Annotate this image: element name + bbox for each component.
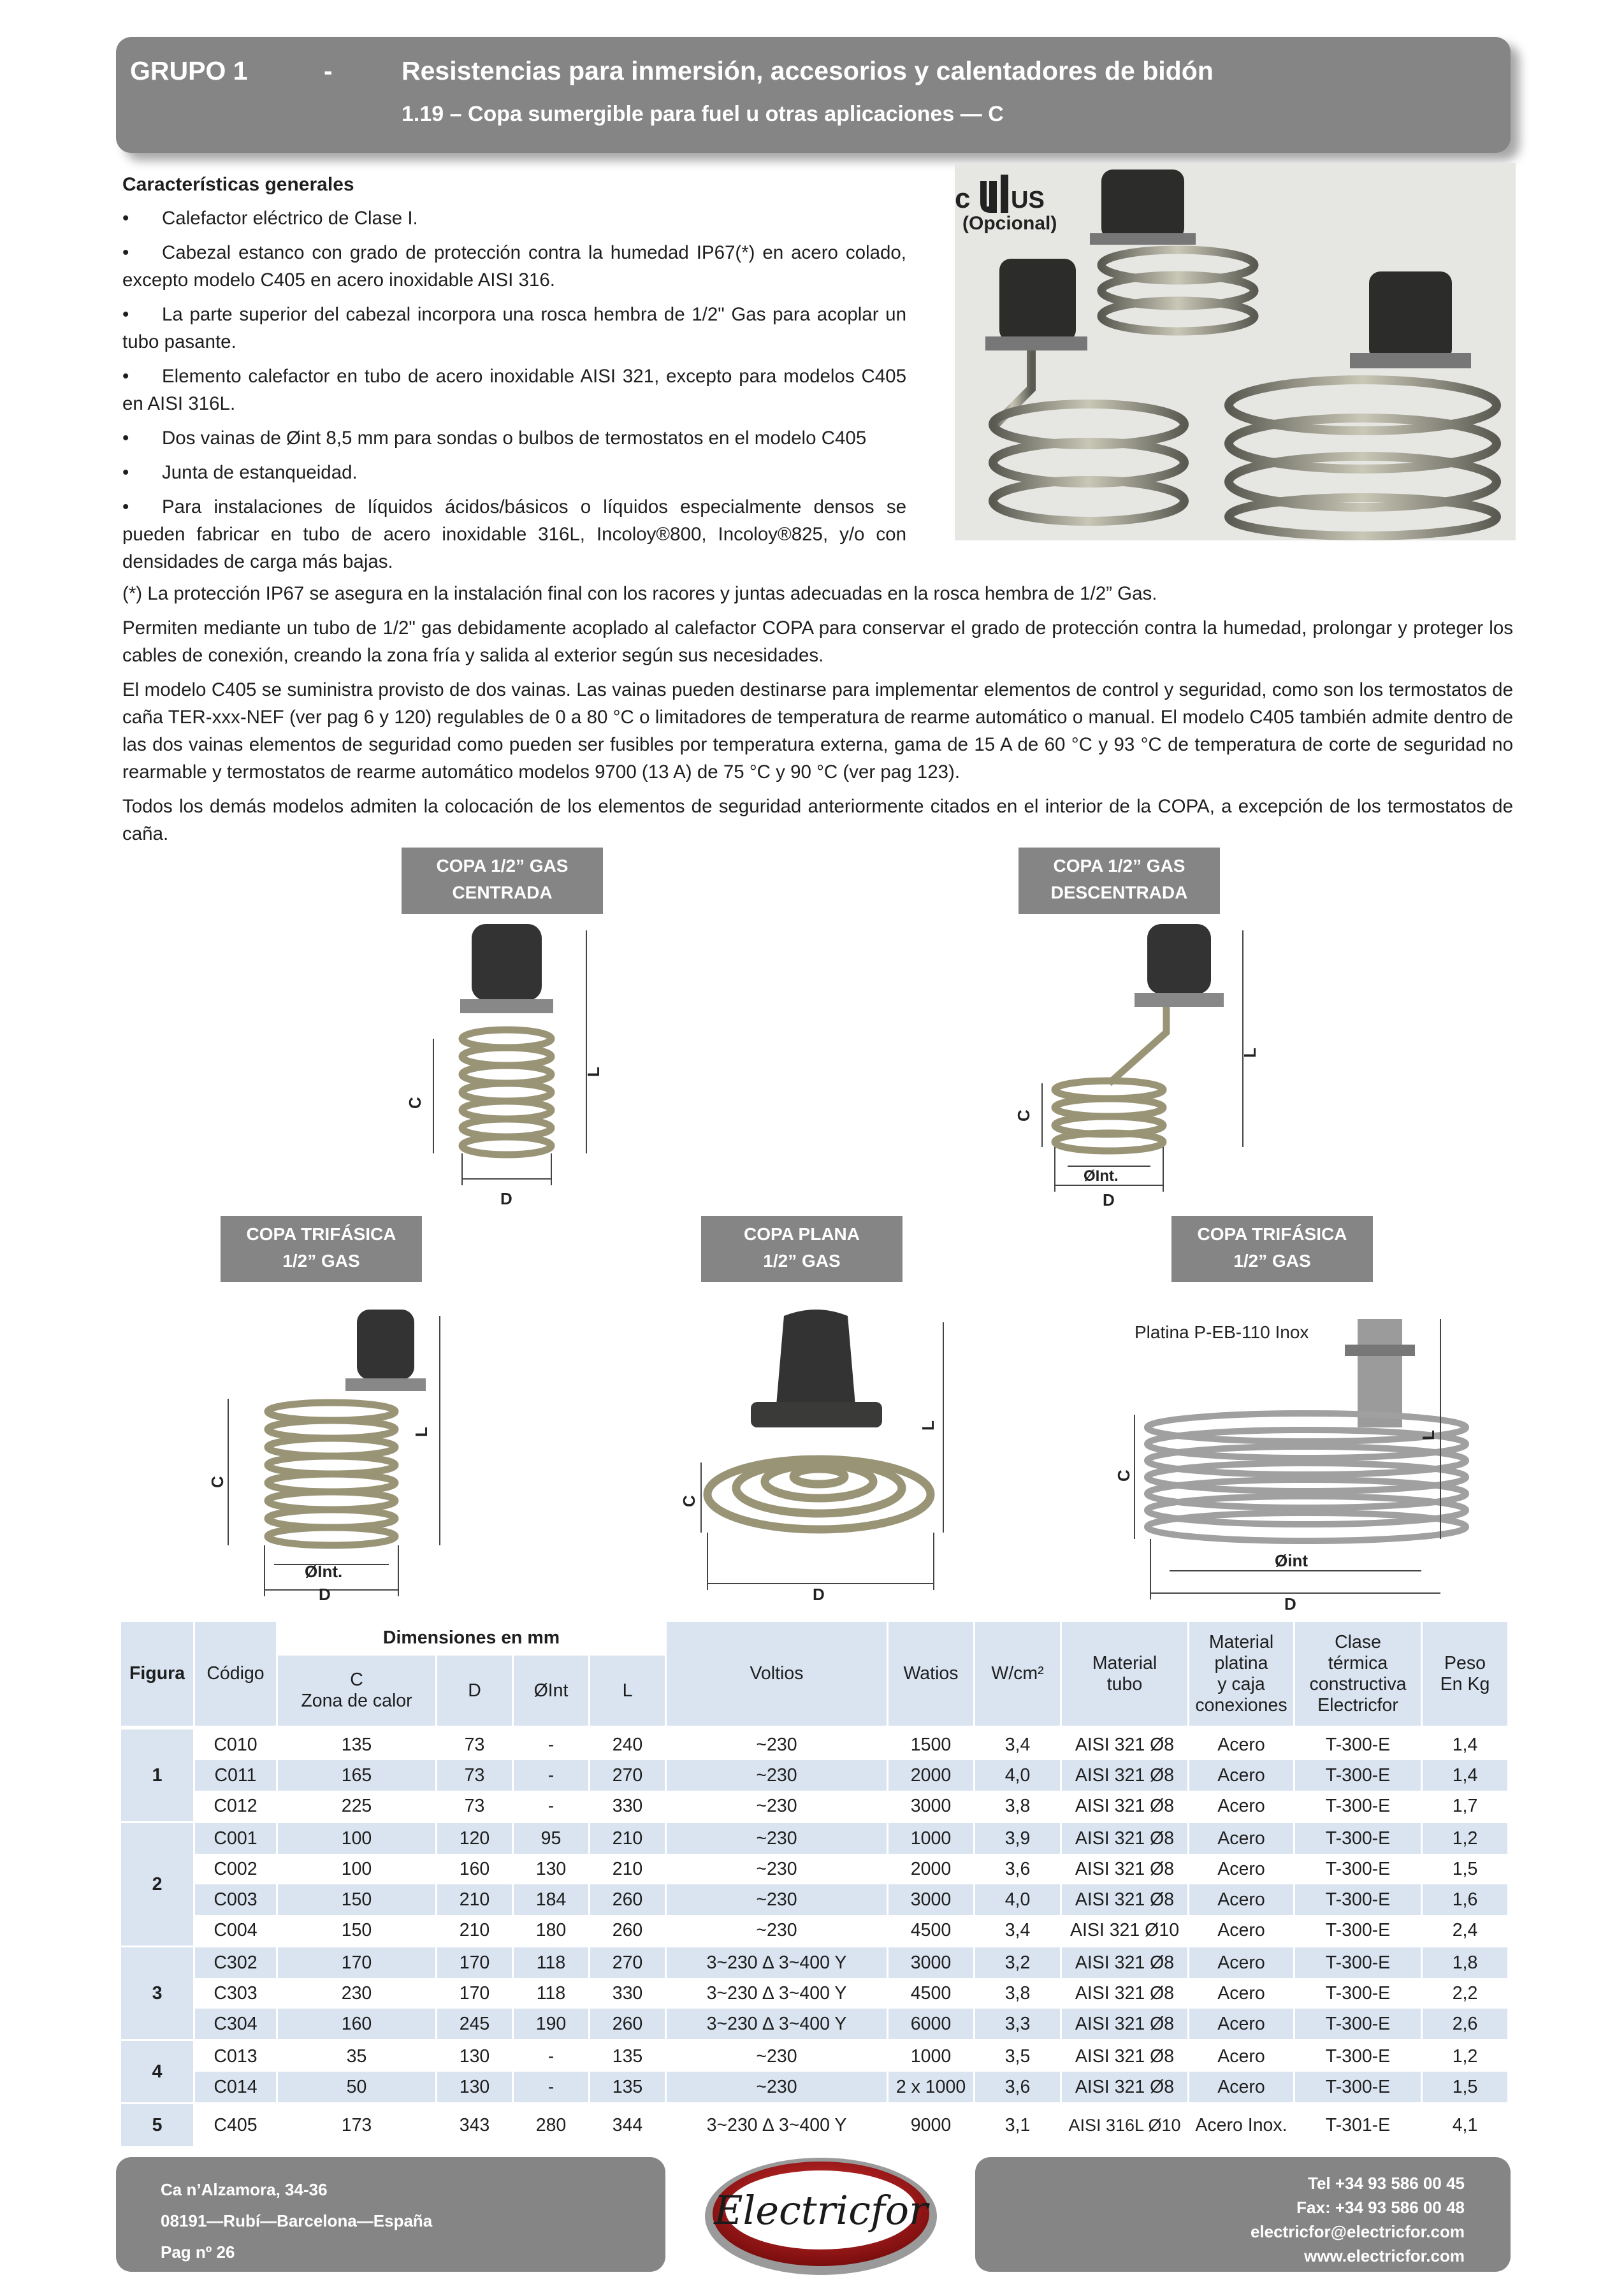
table-cell: T-301-E	[1295, 2102, 1423, 2146]
table-cell: T-300-E	[1295, 1915, 1423, 1946]
table-row	[121, 1946, 1509, 1978]
table-cell: 35	[278, 2039, 437, 2072]
table-cell: Acero Inox.	[1189, 2102, 1295, 2146]
table-cell: 1500	[888, 1728, 975, 1760]
col-oint: ØInt	[514, 1656, 590, 1728]
table-cell: C003	[195, 1884, 278, 1915]
table-cell: 3,3	[975, 2009, 1062, 2039]
figure-number: 5	[121, 2102, 195, 2146]
table-cell: 184	[514, 1884, 590, 1915]
table-cell: 270	[590, 1760, 667, 1791]
dim-int: Øint	[1275, 1551, 1308, 1570]
table-cell: 330	[590, 1978, 667, 2009]
figure-1-drawing	[405, 918, 612, 1211]
table-cell: T-300-E	[1295, 1854, 1423, 1884]
col-material-tubo: Material tubo	[1062, 1622, 1189, 1728]
table-cell: 3000	[888, 1884, 975, 1915]
table-cell: 165	[278, 1760, 437, 1791]
table-cell: C002	[195, 1854, 278, 1884]
electricfor-logo	[700, 2148, 942, 2281]
col-material-platina: Material platina y caja conexiones	[1189, 1622, 1295, 1728]
footer-email: electricfor@electricfor.com	[1250, 2222, 1465, 2241]
product-photo	[955, 163, 1516, 540]
table-cell: C012	[195, 1791, 278, 1821]
table-cell: AISI 321 Ø8	[1062, 1946, 1189, 1978]
table-cell: 4500	[888, 1978, 975, 2009]
table-cell: C302	[195, 1946, 278, 1978]
table-cell: 173	[278, 2102, 437, 2146]
table-cell: T-300-E	[1295, 1728, 1423, 1760]
description-paragraph-1: Permiten mediante un tubo de 1/2" gas debidamente acoplado al calefactor COPA para conservar el grado de protección contra la humedad, prolongar y proteger los cables de conexión, creando la zona fría y salida al exterior según sus necesidades.	[122, 617, 1513, 666]
table-cell: 344	[590, 2102, 667, 2146]
bullet-item: • Cabezal estanco con grado de protección contra la humedad IP67(*) en acero colado, excepto modelo C405 en acero inoxidable AISI 316.	[122, 242, 906, 291]
table-cell: 130	[514, 1854, 590, 1884]
table-cell: Acero	[1189, 1884, 1295, 1915]
footer-contact-box	[975, 2157, 1511, 2272]
svg-text:US: US	[1011, 187, 1045, 213]
table-cell: 330	[590, 1791, 667, 1821]
table-cell: T-300-E	[1295, 1791, 1423, 1821]
header-dash: -	[324, 56, 333, 85]
col-watios: Watios	[888, 1622, 975, 1728]
table-cell: 150	[278, 1884, 437, 1915]
table-cell: 3~230 ∆ 3~400 Y	[667, 2102, 888, 2146]
dim-int: ØInt.	[1084, 1167, 1119, 1185]
dim-l: L	[412, 1427, 431, 1437]
table-cell: 170	[278, 1946, 437, 1978]
page-subtitle: 1.19 – Copa sumergible para fuel u otras aplicaciones — C	[402, 102, 1004, 126]
table-cell: 4,1	[1423, 2102, 1509, 2146]
bullet-item: • Para instalaciones de líquidos ácidos/básicos o líquidos especialmente densos se pueden fabricar en tubo de acero inoxidable 316L, Incoloy®800, Incoloy®825, y/o con densidades de carga más bajas.	[122, 496, 906, 572]
table-cell: 260	[590, 2009, 667, 2039]
table-cell: 3,9	[975, 1821, 1062, 1854]
table-cell: 1,4	[1423, 1728, 1509, 1760]
dim-c: C	[679, 1495, 699, 1507]
figure-3-drawing	[210, 1303, 465, 1603]
table-cell: 9000	[888, 2102, 975, 2146]
table-cell: C010	[195, 1728, 278, 1760]
figure-number: 2	[121, 1821, 195, 1946]
table-cell: 1,2	[1423, 2039, 1509, 2072]
bullet-item: • Calefactor eléctrico de Clase I.	[122, 208, 418, 229]
table-cell: Acero	[1189, 1791, 1295, 1821]
table-row	[121, 1728, 1509, 1760]
figure-label-5: COPA TRIFÁSICA 1/2” GAS	[1171, 1216, 1373, 1282]
table-cell: Acero	[1189, 2039, 1295, 2072]
footer-address-line-1: Ca n’Alzamora, 34-36	[161, 2180, 328, 2199]
table-cell: -	[514, 1760, 590, 1791]
table-row	[121, 1915, 1509, 1946]
table-cell: Acero	[1189, 2072, 1295, 2102]
table-cell: 4,0	[975, 1760, 1062, 1791]
dim-d: D	[500, 1189, 512, 1208]
table-cell: 1,5	[1423, 2072, 1509, 2102]
table-cell: ~230	[667, 1915, 888, 1946]
table-cell: 170	[437, 1978, 514, 2009]
table-row	[121, 2039, 1509, 2072]
table-cell: AISI 321 Ø8	[1062, 1821, 1189, 1854]
general-characteristics	[122, 171, 906, 582]
dim-d: D	[813, 1585, 825, 1604]
ip67-note: (*) La protección IP67 se asegura en la instalación final con los racores y juntas adecuadas en la rosca hembra de 1/2” Gas.	[122, 583, 1157, 604]
dim-l: L	[584, 1067, 603, 1077]
table-cell: Acero	[1189, 1854, 1295, 1884]
table-cell: C004	[195, 1915, 278, 1946]
table-cell: 3,8	[975, 1978, 1062, 2009]
footer-web: www.electricfor.com	[1304, 2246, 1465, 2265]
table-cell: 1,2	[1423, 1821, 1509, 1854]
table-cell: 270	[590, 1946, 667, 1978]
col-peso: Peso En Kg	[1423, 1622, 1509, 1728]
table-cell: 135	[590, 2039, 667, 2072]
table-cell: C001	[195, 1821, 278, 1854]
table-cell: Acero	[1189, 1760, 1295, 1791]
table-cell: Acero	[1189, 1978, 1295, 2009]
table-cell: 100	[278, 1821, 437, 1854]
table-cell: T-300-E	[1295, 2072, 1423, 2102]
description-text	[122, 580, 1513, 855]
table-cell: 1,4	[1423, 1760, 1509, 1791]
figure-label-4: COPA PLANA 1/2” GAS	[701, 1216, 903, 1282]
table-row	[121, 1884, 1509, 1915]
table-cell: 130	[437, 2072, 514, 2102]
table-cell: 210	[590, 1821, 667, 1854]
table-cell: 3~230 ∆ 3~400 Y	[667, 1946, 888, 1978]
dim-d: D	[319, 1585, 331, 1604]
table-cell: ~230	[667, 1791, 888, 1821]
bullet-item: • Junta de estanqueidad.	[122, 462, 358, 483]
table-body	[121, 1728, 1509, 2146]
table-cell: C303	[195, 1978, 278, 2009]
table-cell: 2,6	[1423, 2009, 1509, 2039]
table-cell: 130	[437, 2039, 514, 2072]
table-cell: 260	[590, 1915, 667, 1946]
table-cell: AISI 321 Ø8	[1062, 1728, 1189, 1760]
models-table	[121, 1622, 1509, 2146]
table-cell: 1000	[888, 2039, 975, 2072]
dim-d: D	[1103, 1190, 1115, 1209]
table-cell: -	[514, 1728, 590, 1760]
table-cell: 73	[437, 1791, 514, 1821]
table-cell: T-300-E	[1295, 2009, 1423, 2039]
table-cell: C013	[195, 2039, 278, 2072]
table-cell: 1,8	[1423, 1946, 1509, 1978]
dim-c: C	[208, 1476, 227, 1488]
figure-label-1: COPA 1/2” GAS CENTRADA	[402, 848, 603, 914]
figure-number: 3	[121, 1946, 195, 2039]
col-voltios: Voltios	[667, 1622, 888, 1728]
table-cell: C014	[195, 2072, 278, 2102]
figure-label-2: COPA 1/2” GAS DESCENTRADA	[1019, 848, 1220, 914]
table-cell: -	[514, 2039, 590, 2072]
table-cell: 2000	[888, 1854, 975, 1884]
table-cell: 135	[278, 1728, 437, 1760]
dim-l: L	[1240, 1048, 1259, 1058]
table-cell: AISI 321 Ø8	[1062, 1978, 1189, 2009]
table-cell: 240	[590, 1728, 667, 1760]
col-c: C Zona de calor	[278, 1656, 437, 1728]
page-title: Resistencias para inmersión, accesorios y calentadores de bidón	[402, 56, 1214, 85]
table-cell: 3,1	[975, 2102, 1062, 2146]
footer-fax: Fax: +34 93 586 00 48	[1296, 2198, 1465, 2217]
table-cell: 120	[437, 1821, 514, 1854]
table-cell: ~230	[667, 2039, 888, 2072]
table-cell: ~230	[667, 1760, 888, 1791]
table-cell: Acero	[1189, 2009, 1295, 2039]
table-cell: 245	[437, 2009, 514, 2039]
table-cell: ~230	[667, 1854, 888, 1884]
table-cell: Acero	[1189, 1728, 1295, 1760]
figure-2-drawing	[1007, 918, 1262, 1211]
table-cell: 100	[278, 1854, 437, 1884]
table-row	[121, 2009, 1509, 2039]
dim-c: C	[1014, 1109, 1033, 1122]
table-cell: AISI 321 Ø10	[1062, 1915, 1189, 1946]
table-cell: C304	[195, 2009, 278, 2039]
table-row	[121, 1978, 1509, 2009]
table-cell: 160	[278, 2009, 437, 2039]
table-cell: ~230	[667, 1884, 888, 1915]
description-paragraph-3: Todos los demás modelos admiten la colocación de los elementos de seguridad anteriormente citados en el interior de la COPA, a excepción de los termostatos de caña.	[122, 796, 1513, 844]
footer-address-box	[116, 2157, 665, 2272]
table-cell: 280	[514, 2102, 590, 2146]
table-cell: Acero	[1189, 1821, 1295, 1854]
col-dimensions: Dimensiones en mm	[278, 1622, 667, 1656]
table-cell: 343	[437, 2102, 514, 2146]
platina-label: Platina P-EB-110 Inox	[1135, 1322, 1309, 1342]
table-cell: ~230	[667, 2072, 888, 2102]
col-clase: Clase térmica constructiva Electricfor	[1295, 1622, 1423, 1728]
table-cell: 190	[514, 2009, 590, 2039]
table-cell: 118	[514, 1978, 590, 2009]
group-label: GRUPO 1	[130, 56, 248, 85]
table-cell: 2,4	[1423, 1915, 1509, 1946]
page-header	[116, 37, 1511, 153]
table-cell: ~230	[667, 1821, 888, 1854]
table-cell: 3~230 ∆ 3~400 Y	[667, 2009, 888, 2039]
table-cell: AISI 321 Ø8	[1062, 2072, 1189, 2102]
table-cell: T-300-E	[1295, 1946, 1423, 1978]
table-cell: 95	[514, 1821, 590, 1854]
table-cell: 2 x 1000	[888, 2072, 975, 2102]
table-row	[121, 1854, 1509, 1884]
table-cell: 160	[437, 1854, 514, 1884]
dim-c: C	[405, 1097, 424, 1109]
table-cell: 1,6	[1423, 1884, 1509, 1915]
logo-text: Electricfor	[714, 2187, 928, 2234]
table-cell: 4500	[888, 1915, 975, 1946]
table-cell: Acero	[1189, 1915, 1295, 1946]
bullet-item: • Elemento calefactor en tubo de acero inoxidable AISI 321, excepto para modelos C405 en AISI 316L.	[122, 366, 906, 414]
optional-label: (Opcional)	[962, 213, 1057, 234]
figure-4-drawing	[679, 1303, 956, 1604]
table-cell: 3~230 ∆ 3~400 Y	[667, 1978, 888, 2009]
table-cell: T-300-E	[1295, 1884, 1423, 1915]
table-row	[121, 2072, 1509, 2102]
table-cell: 3,8	[975, 1791, 1062, 1821]
table-cell: 180	[514, 1915, 590, 1946]
col-l: L	[590, 1656, 667, 1728]
table-cell: C011	[195, 1760, 278, 1791]
footer-tel: Tel +34 93 586 00 45	[1308, 2174, 1465, 2193]
table-cell: T-300-E	[1295, 2039, 1423, 2072]
table-cell: 135	[590, 2072, 667, 2102]
table-cell: 225	[278, 1791, 437, 1821]
table-cell: 3,6	[975, 2072, 1062, 2102]
table-cell: 260	[590, 1884, 667, 1915]
table-cell: 2000	[888, 1760, 975, 1791]
dim-d: D	[1284, 1594, 1296, 1614]
table-cell: T-300-E	[1295, 1821, 1423, 1854]
bullet-item: • Dos vainas de Øint 8,5 mm para sondas o bulbos de termostatos en el modelo C405	[122, 428, 867, 449]
dim-c: C	[1114, 1469, 1133, 1482]
table-cell: 1000	[888, 1821, 975, 1854]
figure-number: 1	[121, 1728, 195, 1821]
table-cell: 118	[514, 1946, 590, 1978]
description-paragraph-2: El modelo C405 se suministra provisto de dos vainas. Las vainas pueden destinarse para implementar elementos de control y seguridad, como son los termostatos de caña TER-xxx-NEF (ver pag 6 y 120) regulables de 0 a 80 °C o limitadores de temperatura de rearme automático o manual. El modelo C405 también admite dentro de las dos vainas elementos de seguridad como pueden ser fusibles por temperatura externa, gama de 15 A de 60 °C y 93 °C de temperatura de corte de seguridad no rearmable y termostatos de rearme automático modelos 9700 (13 A) de 75 °C y 90 °C (ver pag 123).	[122, 679, 1513, 783]
table-cell: T-300-E	[1295, 1760, 1423, 1791]
figure-5-drawing	[1114, 1313, 1479, 1614]
table-cell: 210	[590, 1854, 667, 1884]
table-cell: 3,4	[975, 1915, 1062, 1946]
table-row	[121, 1791, 1509, 1821]
table-cell: AISI 321 Ø8	[1062, 2039, 1189, 2072]
table-cell: 1,5	[1423, 1854, 1509, 1884]
col-codigo: Código	[195, 1622, 278, 1728]
table-cell: 210	[437, 1915, 514, 1946]
table-cell: 3,4	[975, 1728, 1062, 1760]
table-cell: AISI 321 Ø8	[1062, 1854, 1189, 1884]
bullet-item: • La parte superior del cabezal incorpora una rosca hembra de 1/2" Gas para acoplar un tubo pasante.	[122, 304, 906, 352]
dim-l: L	[918, 1420, 938, 1431]
table-cell: 6000	[888, 2009, 975, 2039]
figure-label-3: COPA TRIFÁSICA 1/2” GAS	[221, 1216, 422, 1282]
table-row	[121, 1760, 1509, 1791]
table-row	[121, 1821, 1509, 1854]
footer-address-line-2: 08191—Rubí—Barcelona—España	[161, 2211, 433, 2230]
table-cell: C405	[195, 2102, 278, 2146]
table-cell: 4,0	[975, 1884, 1062, 1915]
footer-page-number: Pag nº 26	[161, 2242, 235, 2262]
table-cell: AISI 321 Ø8	[1062, 1884, 1189, 1915]
table-cell: 3000	[888, 1946, 975, 1978]
table-cell: 3,6	[975, 1854, 1062, 1884]
general-heading: Características generales	[122, 174, 354, 195]
table-cell: 73	[437, 1728, 514, 1760]
col-figura: Figura	[121, 1622, 195, 1728]
table-cell: 150	[278, 1915, 437, 1946]
table-cell: Acero	[1189, 1946, 1295, 1978]
col-wcm: W/cm²	[975, 1622, 1062, 1728]
table-cell: 3,2	[975, 1946, 1062, 1978]
table-cell: AISI 321 Ø8	[1062, 1791, 1189, 1821]
table-cell: 2,2	[1423, 1978, 1509, 2009]
dim-l: L	[1419, 1430, 1438, 1440]
table-cell: ~230	[667, 1728, 888, 1760]
col-d: D	[437, 1656, 514, 1728]
table-cell: 230	[278, 1978, 437, 2009]
product-photo-drawing	[955, 163, 1516, 540]
table-cell: AISI 321 Ø8	[1062, 2009, 1189, 2039]
table-cell: -	[514, 2072, 590, 2102]
table-row	[121, 2102, 1509, 2146]
table-cell: -	[514, 1791, 590, 1821]
svg-text:c: c	[955, 183, 971, 214]
table-cell: 50	[278, 2072, 437, 2102]
dim-int: ØInt.	[305, 1562, 343, 1581]
table-cell: 73	[437, 1760, 514, 1791]
table-cell: 1,7	[1423, 1791, 1509, 1821]
table-cell: 210	[437, 1884, 514, 1915]
table-cell: 3,5	[975, 2039, 1062, 2072]
table-cell: 3000	[888, 1791, 975, 1821]
table-cell: T-300-E	[1295, 1978, 1423, 2009]
table-cell: AISI 321 Ø8	[1062, 1760, 1189, 1791]
table-cell: AISI 316L Ø10	[1062, 2102, 1189, 2146]
table-cell: 170	[437, 1946, 514, 1978]
figure-number: 4	[121, 2039, 195, 2102]
